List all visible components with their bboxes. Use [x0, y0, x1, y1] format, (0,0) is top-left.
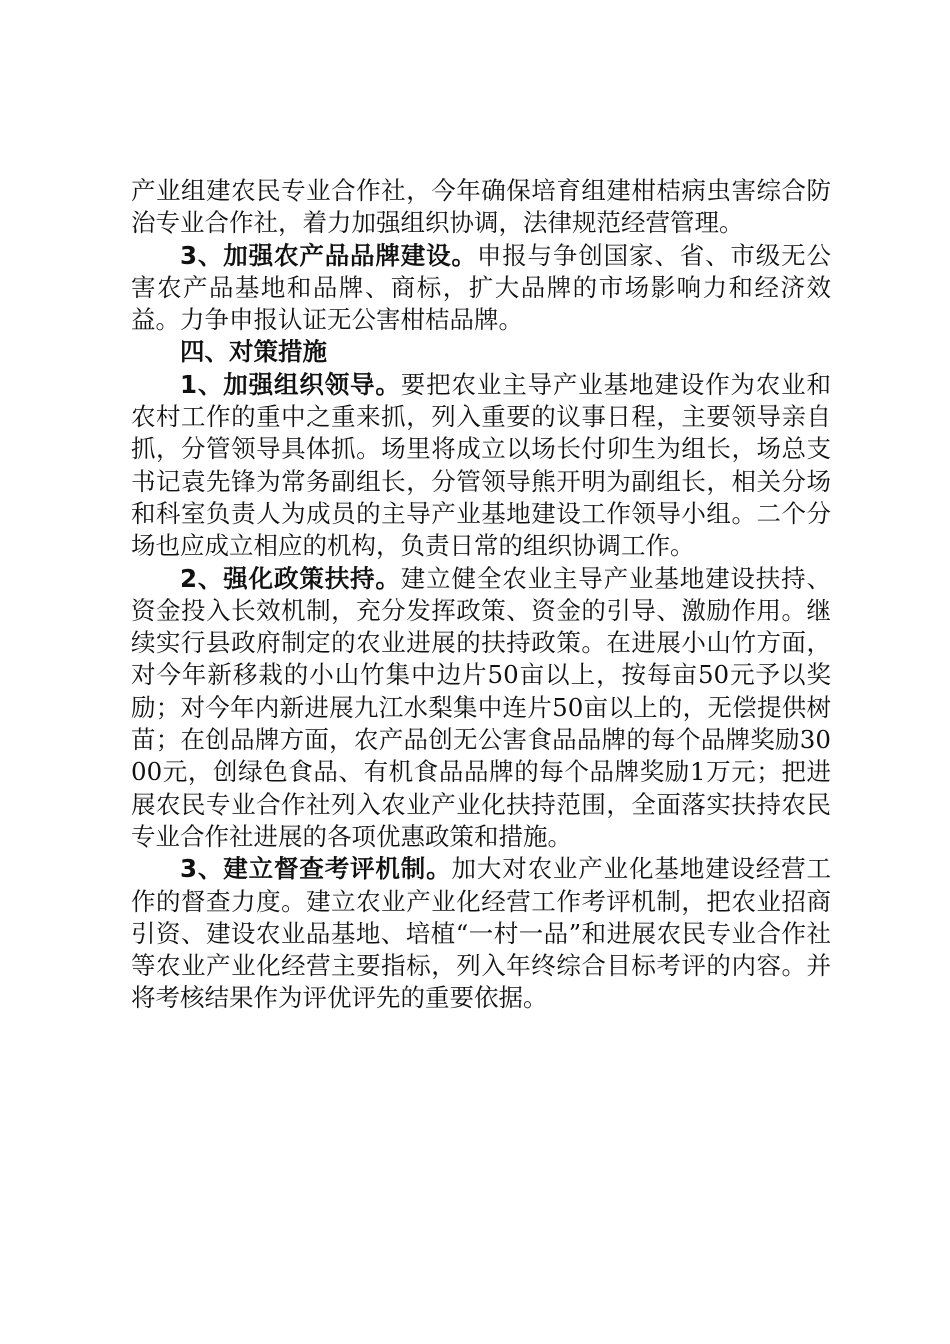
- item-heading: 1、加强组织领导。: [180, 369, 401, 399]
- paragraph-text: 要把农业主导产业基地建设作为农业和农村工作的重中之重来抓，列入重要的议事日程，主要领导亲自抓，分管领导具体抓。场里将成立以场长付卯生为组长，场总支书记袁先锋为常务副组长，分管领导熊开明为副组长，相关分场和科室负责人为成员的主导产业基地建设工作领导小组。二个分场也应成立相应的机构，负责日常的组织协调工作。: [131, 369, 832, 561]
- item-heading: 3、加强农产品品牌建设。: [180, 240, 477, 270]
- item-heading: 3、建立督查考评机制。: [180, 854, 452, 884]
- section-heading-text: 四、对策措施: [180, 337, 327, 367]
- paragraph-text: 申报与争创国家、省、市级无公害农产品基地和品牌、商标，扩大品牌的市场影响力和经济效益。力争申报认证无公害柑桔品牌。: [131, 240, 831, 335]
- paragraph-cooperative: [131, 175, 831, 240]
- document-body: [131, 175, 831, 1015]
- paragraph-text: 加大对农业产业化基地建设经营工作的督查力度。建立农业产业化经营工作考评机制，把农业招商引资、建设农业品基地、培植“一村一品”和进展农民专业合作社等农业产业化经营主要指标，列入年终综合目标考评的内容。并将考核结果作为评优评先的重要依据。: [131, 854, 832, 1013]
- paragraph-supervision: [131, 853, 831, 1014]
- paragraph-policy-support: [131, 563, 831, 854]
- paragraph-leadership: [131, 369, 831, 563]
- paragraph-text: 产业组建农民专业合作社，今年确保培育组建柑桔病虫害综合防治专业合作社，着力加强组织协调，法律规范经营管理。: [131, 176, 831, 238]
- section-heading: [131, 336, 831, 368]
- paragraph-text: 建立健全农业主导产业基地建设扶持、资金投入长效机制，充分发挥政策、资金的引导、激励作用。继续实行县政府制定的农业进展的扶持政策。在进展小山竹方面，对今年新移栽的小山竹集中边片50亩以上，按每亩50元予以奖励；对今年内新进展九江水梨集中连片50亩以上的，无偿提供树苗；在创品牌方面，农产品创无公害食品品牌的每个品牌奖励3000元，创绿色食品、有机食品品牌的每个品牌奖励1万元；把进展农民专业合作社列入农业产业化扶持范围，全面落实扶持农民专业合作社进展的各项优惠政策和措施。: [131, 563, 832, 851]
- paragraph-brand-building: [131, 240, 831, 337]
- item-heading: 2、强化政策扶持。: [180, 563, 401, 593]
